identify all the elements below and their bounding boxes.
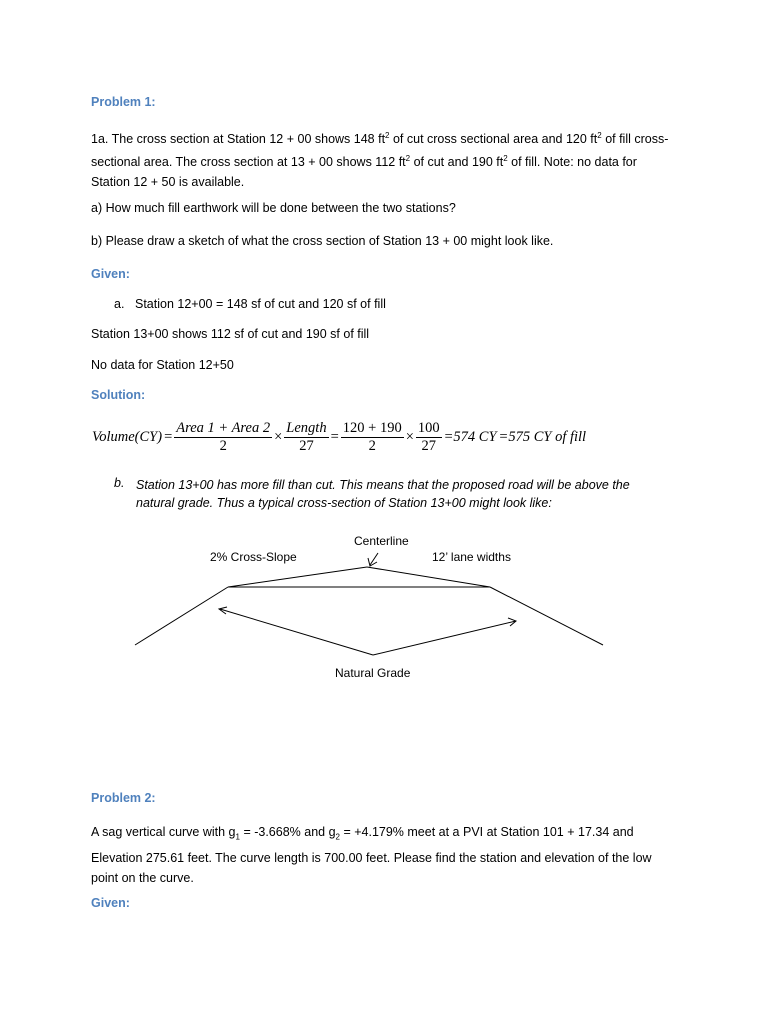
eq-equals-2: = xyxy=(330,429,339,445)
intro-text-3: of fill cross-sectional area. The cross section at 13 + 00 shows 112 ft xyxy=(91,132,669,170)
problem1-heading: Problem 1: xyxy=(91,95,156,109)
given-a-marker: a. xyxy=(114,297,125,311)
intro-text-4: of cut and 190 ft xyxy=(410,155,504,170)
eq-lhs: Volume(CY) xyxy=(92,429,163,445)
given-no-data: No data for Station 12+50 xyxy=(91,358,234,372)
solution-heading: Solution: xyxy=(91,388,146,402)
eq-f4-num: 100 xyxy=(417,420,440,436)
intro-text-2: of cut cross sectional area and 120 ft xyxy=(389,132,598,147)
eq-times-1: × xyxy=(274,429,283,445)
right-fill-slope xyxy=(490,587,603,645)
eq-equals-1: = xyxy=(164,429,173,445)
intro-sup-4: 2 xyxy=(503,154,508,164)
eq-times-2: × xyxy=(405,429,414,445)
problem2-text-3: = +4.179% meet at a PVI at Station 101 + 17.34 and Elevation 275.61 feet. The curve length is 700.00 feet. Please find the station and elevation of the low point on the curve. xyxy=(91,825,652,885)
eq-f3-num: 120 + 190 xyxy=(342,420,402,436)
intro-sup-2: 2 xyxy=(597,131,602,140)
eq-f1-num: Area 1 + Area 2 xyxy=(176,420,271,436)
part-b-marker: b. xyxy=(114,476,125,490)
given-station-13: Station 13+00 shows 112 sf of cut and 190 sf of fill xyxy=(91,327,370,341)
problem2-sub-2: 2 xyxy=(335,832,340,842)
intro-text-1: 1a. The cross section at Station 12 + 00 shows 148 ft xyxy=(91,132,386,147)
intro-text-5: of fill. Note: no data for Station 12 + 50 is available. xyxy=(91,155,637,190)
eq-f1-den: 2 xyxy=(219,438,227,454)
question-b: b) Please draw a sketch of what the cross section of Station 13 + 00 might look like. xyxy=(91,234,554,248)
eq-f3-den: 2 xyxy=(368,438,376,454)
natural-grade-arrow-left xyxy=(220,609,373,655)
eq-f2-num: Length xyxy=(286,420,327,436)
problem2-given-heading: Given: xyxy=(91,896,130,910)
left-fill-slope xyxy=(135,587,228,645)
intro-sup-1: 2 xyxy=(385,131,390,140)
right-road-surface xyxy=(367,567,490,587)
eq-f4-den: 27 xyxy=(421,438,437,454)
part-b-text: Station 13+00 has more fill than cut. This means that the proposed road will be above the natural grade. Thus a typical cross-section of Station 13+00 might look like: xyxy=(136,478,630,510)
problem2-sub-1: 1 xyxy=(235,832,240,842)
natural-grade-arrow-right xyxy=(373,621,516,655)
centerline-label: Centerline xyxy=(354,534,409,548)
left-road-surface xyxy=(228,567,367,587)
problem2-text-1: A sag vertical curve with g xyxy=(91,825,236,839)
lane-widths-label: 12’ lane widths xyxy=(432,550,511,564)
cross-slope-label: 2% Cross-Slope xyxy=(210,550,297,564)
eq-f2-den: 27 xyxy=(299,438,314,454)
problem2-text xyxy=(91,822,671,888)
problem2-heading: Problem 2: xyxy=(91,791,156,805)
given-heading: Given: xyxy=(91,267,130,281)
given-a-text: Station 12+00 = 148 sf of cut and 120 sf of fill xyxy=(135,297,386,311)
eq-result-2: =575 CY of fill xyxy=(498,429,587,445)
natural-grade-label: Natural Grade xyxy=(335,666,411,680)
problem2-text-2: = -3.668% and g xyxy=(239,825,336,839)
question-a: a) How much fill earthwork will be done between the two stations? xyxy=(91,201,456,215)
intro-sup-3: 2 xyxy=(405,154,411,164)
eq-result-1: =574 CY xyxy=(443,429,497,445)
